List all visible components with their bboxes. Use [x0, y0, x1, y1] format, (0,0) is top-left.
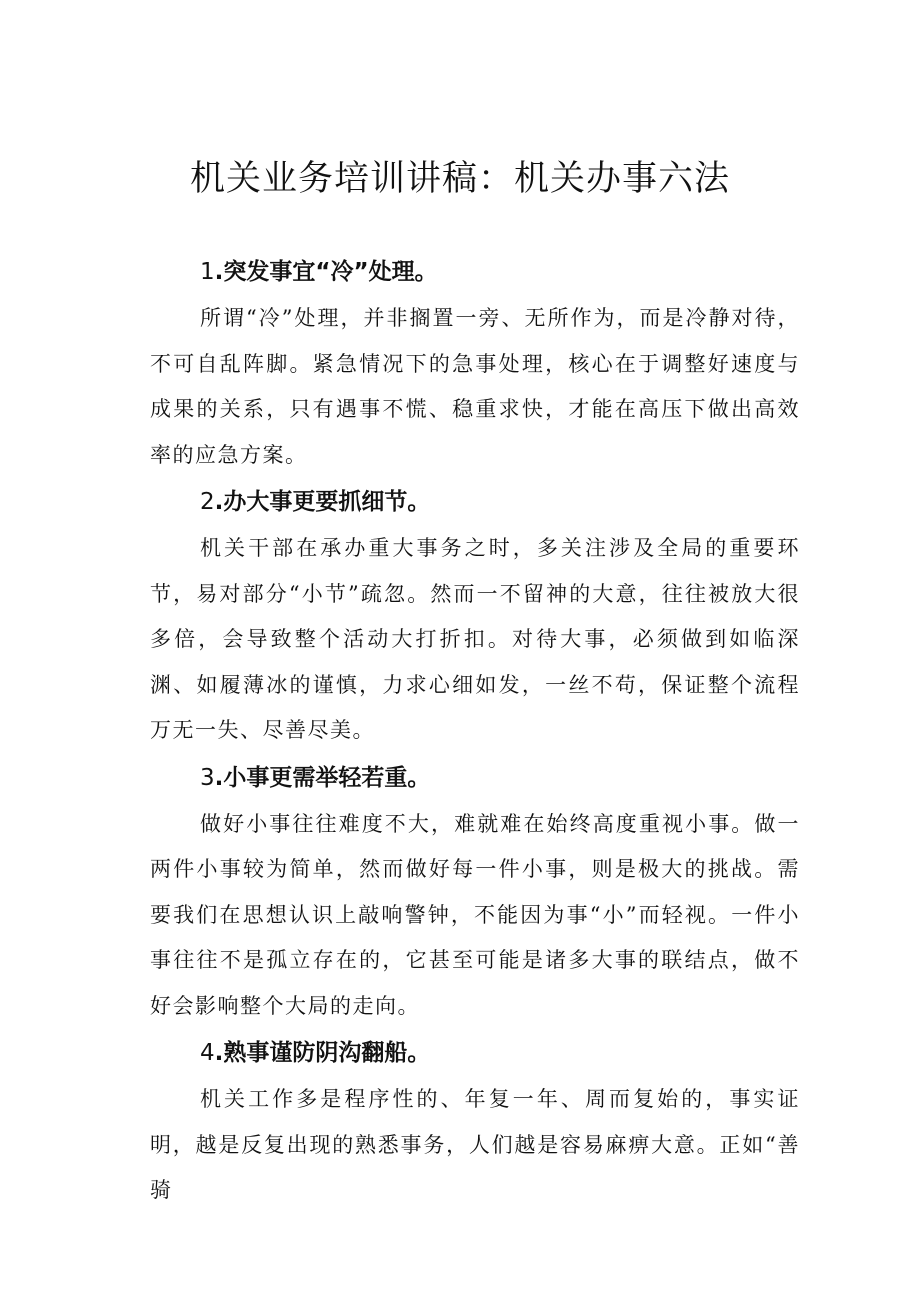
section-heading-text: .突发事宜“冷”处理。 — [214, 259, 438, 285]
section-paragraph-2: 机关干部在承办重大事务之时，多关注涉及全局的重要环节，易对部分“小节”疏忽。然而一不留神的大意，往往被放大很多倍，会导致整个活动大打折扣。对待大事，必须做到如临深渊、如履薄冰的谨慎，力求心细如发，一丝不苟，保证整个流程万无一失、尽善尽美。 — [150, 536, 800, 742]
section-heading-4 — [150, 1029, 800, 1077]
section-number: 1 — [200, 259, 215, 285]
section-heading-text: .熟事谨防阴沟翻船。 — [214, 1040, 431, 1066]
section-heading-text: .小事更需举轻若重。 — [214, 764, 431, 791]
document-title: 机关业务培训讲稿：机关办事六法 — [189, 159, 730, 199]
section-heading-text: .办大事更要抓细节。 — [214, 489, 431, 515]
section-paragraph-3: 做好小事往往难度不大，难就难在始终高度重视小事。做一两件小事较为简单，然而做好每一件小事，则是极大的挑战。需要我们在思想认识上敲响警钟，不能因为事“小”而轻视。一件小事往往不是孤立存在的，它甚至可能是诸多大事的联结点，做不好会影响整个大局的走向。 — [150, 811, 800, 1018]
section-number: 3 — [200, 764, 215, 791]
document-body — [150, 248, 800, 1214]
section-heading-3 — [150, 754, 800, 802]
section-paragraph-4: 机关工作多是程序性的、年复一年、周而复始的，事实证明，越是反复出现的熟悉事务，人们越是容易麻痹大意。正如“善骑 — [150, 1087, 800, 1202]
section-paragraph-1: 所谓“冷”处理，并非搁置一旁、无所作为，而是冷静对待，不可自乱阵脚。紧急情况下的急事处理，核心在于调整好速度与成果的关系，只有遇事不慌、稳重求快，才能在高压下做出高效率的应急方案。 — [150, 306, 800, 467]
section-heading-1 — [150, 248, 800, 296]
section-number: 2 — [200, 489, 215, 515]
section-number: 4 — [200, 1040, 215, 1066]
section-heading-2 — [150, 478, 800, 526]
